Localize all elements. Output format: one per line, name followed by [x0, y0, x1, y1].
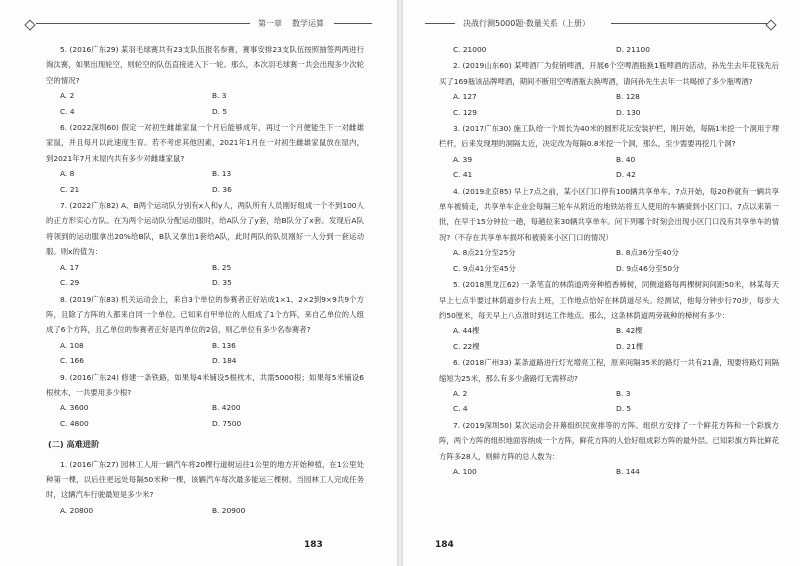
- option-b: B. 8点36分至40分: [616, 248, 679, 258]
- question: [439, 121, 779, 183]
- left-page-content: [46, 42, 364, 519]
- question: [46, 370, 364, 432]
- question-stem: 6. (2022深圳60) 假定一对初生雌雄家鼠一个月后能够成年，再过一个月便能生下一对雌雄家鼠，并且每月以此速度生育。若不考虑其他因素，2021年1月在一对初生雌雄家鼠放在屋内，到2021年7月末屋内共有多少对雌雄家鼠?: [46, 123, 364, 163]
- question-continued: [439, 42, 779, 57]
- option-d: D. 36: [212, 184, 232, 194]
- option-c: C. 21000: [453, 45, 487, 54]
- option-a: A. 127: [453, 92, 477, 102]
- option-c: C. 21: [60, 184, 80, 194]
- question: [439, 277, 779, 354]
- question: [46, 292, 364, 369]
- question: [46, 457, 364, 519]
- question-stem: 5. (2018黑龙江62) 一条笔直的林荫道两旁种植香樟树，同侧道路每两棵树间间距50米，林某每天早上七点半要过林荫道步行去上班，工作地点恰好在林荫道尽头。经测试，他每分钟步行70步，每步大约50厘米，每天早上八点准时到达工作地点。那么，这条林荫道两旁栽种的樟树有多少：: [439, 280, 779, 320]
- chapter-title: 数学运算: [292, 19, 324, 28]
- question-stem: 4. (2019北京85) 早上7点之前，某小区门口停有100辆共享单车。7点开始，每20秒就有一辆共享单车被骑走，共享单车企业会每隔三轮车从附近的地铁站将五人使用的车辆骑到小区门口。7点以来第一批，在早于15分钟拉一趟，每趟拉来30辆共享单车。问下列哪个时刻会出现小区门口没有共享单车的情况?（不存在共享单车损坏和被骑来小区门口的情况）: [439, 186, 779, 242]
- option-c: C. 4: [60, 106, 75, 116]
- question-stem: 9. (2016广东24) 修建一条铁路，如果每4米铺设5根枕木，共需5000根；如果每5米铺设6根枕木，一共要用多少根?: [46, 372, 364, 397]
- option-d: D. 35: [212, 278, 232, 288]
- option-c: C. 9点41分至45分: [453, 263, 516, 273]
- option-a: A. 8点21分至25分: [453, 248, 516, 258]
- option-a: A. 100: [453, 466, 477, 476]
- question-stem: 8. (2019广东83) 机关运动会上，来自3个单位的参赛者正好站成1×1、2×2到9×9共9个方阵，且除了方阵的人都来自同一个单位。已知来自甲单位的人组成了1个方阵，来自乙单位的人组成了6个方阵，且乙单位的参赛者正好是丙单位的2倍，则乙单位有多少名参赛者?: [46, 294, 364, 335]
- header-rule: [36, 23, 250, 24]
- option-c: C. 4800: [60, 418, 89, 428]
- option-b: B. 3: [616, 388, 631, 398]
- question: [439, 418, 779, 480]
- option-b: B. 144: [616, 466, 640, 476]
- question: [439, 58, 779, 120]
- option-a: A. 8: [60, 169, 75, 179]
- option-b: B. 3: [212, 91, 227, 101]
- option-b: B. 136: [212, 340, 236, 350]
- left-page: [0, 0, 397, 566]
- question: [46, 42, 364, 119]
- option-a: A. 39: [453, 154, 473, 164]
- book-title: 决战行测5000题·数量关系（上册）: [463, 19, 590, 28]
- option-b: B. 40: [616, 154, 636, 164]
- option-c: C. 29: [60, 278, 80, 288]
- option-c: C. 41: [453, 170, 473, 180]
- question: [46, 120, 364, 197]
- question-stem: 3. (2017广东30) 施工队给一个周长为40米的圆形花坛安装护栏，刚开始，每隔1米挖一个洞用于埋栏杆，后来发现埋的洞隔太近，决定改为每隔0.8米挖一个洞，那么，至少需要再挖几个洞?: [439, 124, 779, 149]
- question-stem: 2. (2019山东60) 某啤酒厂为促销啤酒，开展6个空啤酒瓶换1瓶啤酒的活动，孙先生去年花钱先后买了169瓶该品牌啤酒，期间不断用空啤酒瓶去换啤酒，请问孙先生去年一共喝掉了多少瓶啤酒?: [439, 61, 779, 86]
- header-diamond-icon: [765, 19, 776, 30]
- option-a: A. 20800: [60, 505, 94, 515]
- question-stem: 5. (2016广东29) 某羽毛球赛共有23支队伍报名参赛，赛事安排23支队伍按照抽签两两进行淘汰赛，如果出现轮空，则轮空的队伍直接进入下一轮。那么，本次羽毛球赛一共会出现多少次轮空的情况?: [46, 45, 364, 85]
- question: [439, 355, 779, 417]
- option-b: B. 128: [616, 92, 640, 102]
- chapter-label: 第一章: [258, 19, 282, 28]
- option-a: A. 17: [60, 262, 80, 272]
- option-c: C. 22棵: [453, 341, 480, 351]
- option-b: B. 4200: [212, 403, 241, 413]
- option-d: D. 21100: [616, 45, 650, 54]
- header-rule: [425, 23, 455, 24]
- option-a: A. 2: [453, 388, 468, 398]
- option-b: B. 25: [212, 262, 232, 272]
- section-title: (二) 高难进阶: [48, 439, 100, 450]
- option-b: B. 20900: [212, 505, 246, 515]
- question-stem: 6. (2018广州33) 某条道路进行灯光增亮工程，原来间隔35米的路灯一共有21盏，现要将路灯间隔缩短为25米，那么有多少盏路灯无需移动?: [439, 358, 779, 383]
- header-rule: [334, 23, 372, 24]
- option-d: D. 9点46分至50分: [616, 263, 680, 273]
- option-a: A. 3600: [60, 403, 89, 413]
- option-a: A. 44棵: [453, 326, 480, 336]
- option-d: D. 5: [212, 106, 228, 116]
- option-a: A. 108: [60, 340, 84, 350]
- option-d: D. 130: [616, 107, 641, 117]
- option-c: C. 129: [453, 107, 477, 117]
- option-d: D. 184: [212, 356, 237, 366]
- right-page: [403, 0, 800, 566]
- page-number: 183: [304, 540, 323, 550]
- question: [439, 184, 779, 276]
- option-d: D. 5: [616, 404, 632, 414]
- option-d: D. 7500: [212, 418, 242, 428]
- option-a: A. 2: [60, 91, 75, 101]
- option-b: B. 13: [212, 169, 232, 179]
- question-stem: 1. (2016广东27) 园林工人用一辆汽车将20棵行道树运往1公里的地方开始种植，在1公里处种第一棵，以后往更远处每隔50米种一棵，该辆汽车每次最多能运三棵树。当园林工人完成任务时，这辆汽车行驶最短是多少米?: [46, 459, 364, 500]
- option-b: B. 42棵: [616, 326, 643, 336]
- question-stem: 7. (2019深圳50) 某次运动会开幕组织民宽排等的方阵。组织方安排了一个鲜花方阵和一个彩旗方阵，两个方阵的组织地面容纳成一个方阵，鲜花方阵的人恰好组成彩方阵的最外层。已知彩旗方阵比鲜花方阵多28人，则鲜方阵的总人数为：: [439, 420, 779, 461]
- page-number: 184: [435, 540, 454, 550]
- option-c: C. 166: [60, 356, 84, 366]
- header-rule: [611, 23, 769, 24]
- option-d: D. 21棵: [616, 341, 644, 351]
- question-stem: 7. (2022广东82) A、B两个运动队分别有x人和y人，两队所有人员刚好组成一个不到100人的正方形实心方队。在为两个运动队分配运动服时，给A队分了y套，给B队分了x套。发现后A队将领到的运动服拿出20%给B队，B队又拿出1套给A队，此时两队的队员刚好一人分到一套运动服。则x的值为：: [46, 201, 364, 257]
- header-diamond-icon: [24, 19, 35, 30]
- question: [46, 198, 364, 290]
- left-page-header: [22, 16, 369, 32]
- right-page-content: [439, 42, 779, 480]
- right-page-header: [425, 16, 774, 32]
- option-c: C. 4: [453, 404, 468, 414]
- option-d: D. 42: [616, 170, 636, 180]
